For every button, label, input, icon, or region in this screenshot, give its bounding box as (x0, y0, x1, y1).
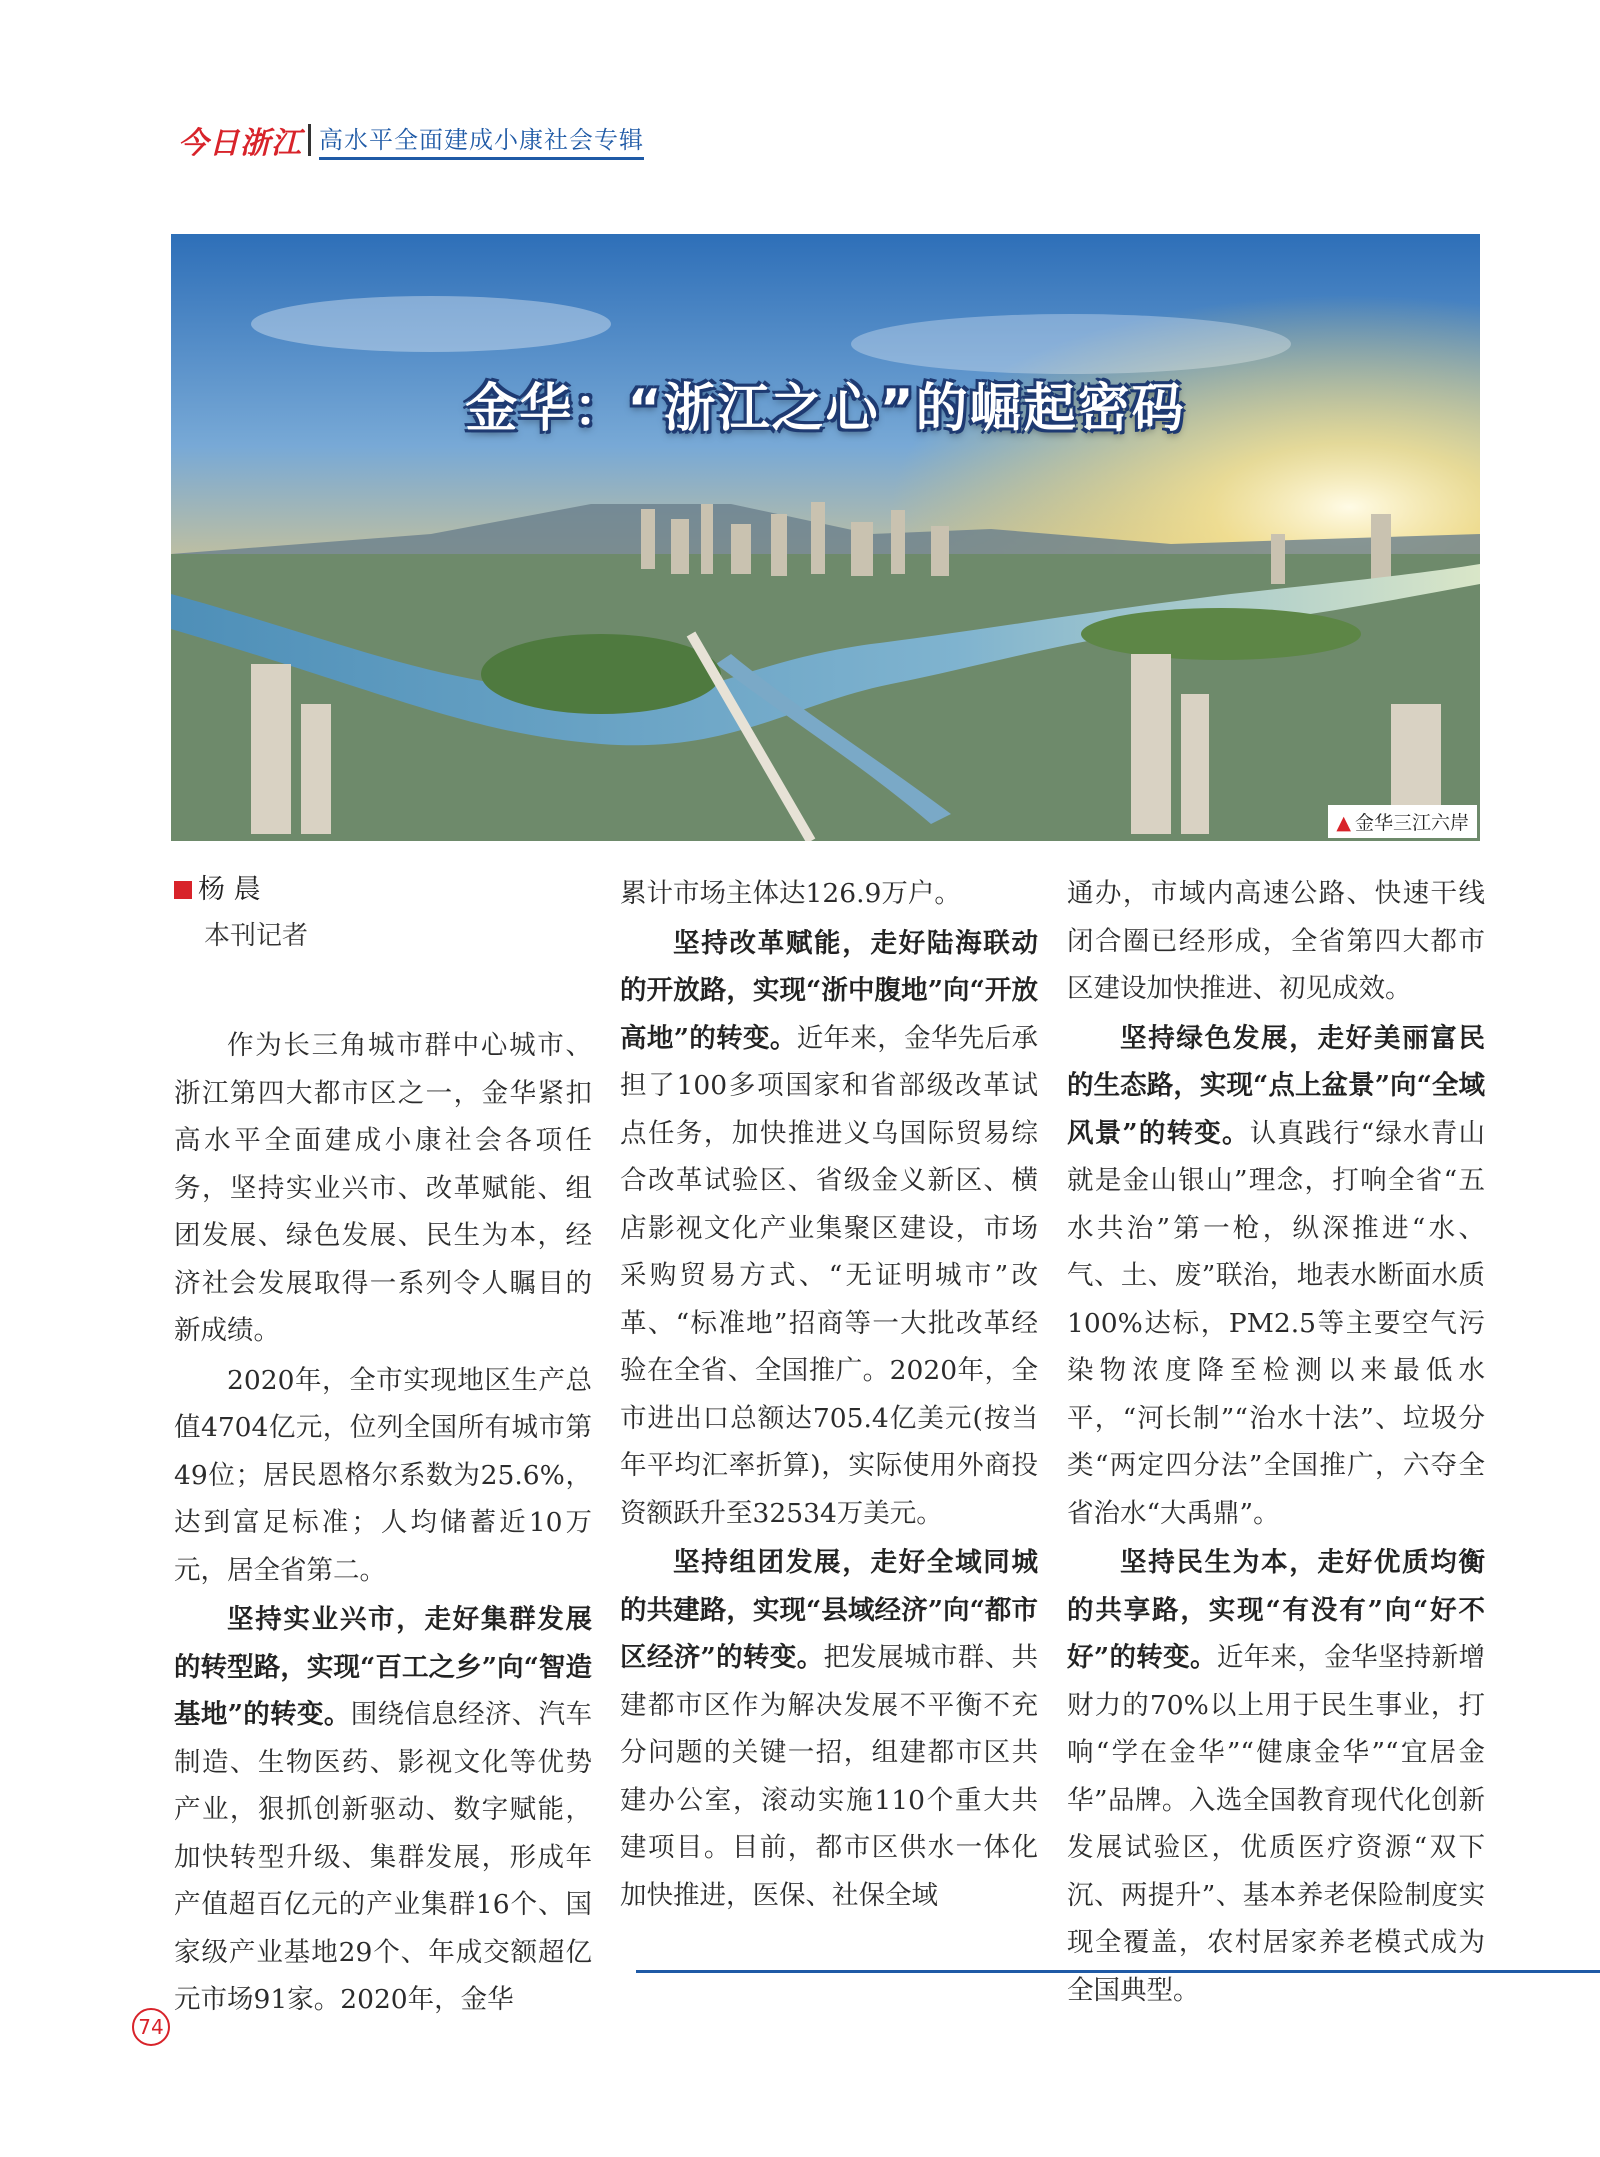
author-name (174, 870, 592, 910)
hero-photo (171, 234, 1480, 841)
paragraph: 通办，市域内高速公路、快速干线闭合圈已经形成，全省第四大都市区建设加快推进、初见成效。 (1067, 878, 1485, 1004)
section-title: 高水平全面建成小康社会专辑 (319, 120, 644, 160)
paragraph-lead: 坚持民生为本，走好优质均衡的共享路，实现“有没有”向“好不好”的转变。 (1067, 1547, 1485, 1673)
paragraph (1067, 1015, 1485, 1538)
paragraph-body: 近年来，金华先后承担了100多项国家和省部级改革试点任务，加快推进义乌国际贸易综合改革试验区、省级金义新区、横店影视文化产业集聚区建设，市场采购贸易方式、“无证明城市”改革、“标准地”招商等一大批改革经验在全省、全国推广。2020年，全市进出口总额达705.4亿美元(按当年平均汇率折算)，实际使用外商投资额跃升至32534万美元。 (620, 1022, 1039, 1529)
paragraph (620, 1539, 1038, 1919)
magazine-logo: 今日浙江 (178, 126, 302, 161)
caption-triangle-icon: ▲ (1336, 812, 1351, 834)
paragraph: 累计市场主体达126.9万户。 (620, 878, 961, 909)
author-name-text: 杨 晨 (198, 874, 261, 905)
paragraph-body: 认真践行“绿水青山就是金山银山”理念，打响全省“五水共治”第一枪，纵深推进“水、气、土、废”联治，地表水断面水质100%达标，PM2.5等主要空气污染物浓度降至检测以来最低水平，“河长制”“治水十法”、垃圾分类“两定四分法”全国推广，六夺全省治水“大禹鼎”。 (1067, 1117, 1485, 1529)
paragraph-lead: 坚持绿色发展，走好美丽富民的生态路，实现“点上盆景”向“全域风景”的转变。 (1067, 1022, 1485, 1149)
article-column-3 (1067, 870, 1485, 2014)
paragraph-lead: 坚持实业兴市，走好集群发展的转型路，实现“百工之乡”向“智造基地”的转变。 (174, 1604, 592, 1730)
paragraph-lead: 坚持改革赋能，走好陆海联动的开放路，实现“浙中腹地”向“开放高地”的转变。 (620, 927, 1038, 1054)
header-divider (308, 124, 311, 156)
paragraph: 作为长三角城市群中心城市、浙江第四大都市区之一，金华紧扣高水平全面建成小康社会各项任务，坚持实业兴市、改革赋能、组团发展、绿色发展、民生为本，经济社会发展取得一系列令人瞩目的新成绩。 (174, 1030, 592, 1346)
paragraph-body: 围绕信息经济、汽车制造、生物医药、影视文化等优势产业，狠抓创新驱动、数字赋能，加快转型升级、集群发展，形成年产值超百亿元的产业集群16个、国家级产业基地29个、年成交额超亿元市场91家。2020年，金华 (174, 1699, 593, 2015)
article-column-1 (174, 870, 592, 2024)
paragraph-body: 把发展城市群、共建都市区作为解决发展不平衡不充分问题的关键一招，组建都市区共建办公室，滚动实施110个重大共建项目。目前，都市区供水一体化加快推进，医保、社保全域 (620, 1642, 1038, 1911)
photo-caption (1328, 805, 1477, 838)
magazine-header (178, 118, 644, 162)
paragraph (1067, 1539, 1485, 2014)
page-number: 74 (132, 2008, 170, 2046)
caption-text: 金华三江六岸 (1354, 812, 1469, 834)
article-column-2 (620, 870, 1038, 1919)
author-role: 本刊记者 (204, 921, 309, 951)
city-panorama-illustration (171, 234, 1480, 841)
paragraph-body: 近年来，金华坚持新增财力的70%以上用于民生事业，打响“学在金华”“健康金华”“宜居金华”品牌。入选全国教育现代化创新发展试验区，优质医疗资源“双下沉、两提升”、基本养老保险制度实现全覆盖，农村居家养老模式成为全国典型。 (1067, 1642, 1485, 2006)
paragraph (174, 1596, 592, 2024)
footer-divider (636, 1970, 1600, 1973)
paragraph (620, 920, 1038, 1538)
article-title: 金华：“浙江之心”的崛起密码 (465, 379, 1186, 439)
paragraph-lead: 坚持组团发展，走好全域同城的共建路，实现“县域经济”向“都市区经济”的转变。 (620, 1547, 1038, 1673)
paragraph: 2020年，全市实现地区生产总值4704亿元，位列全国所有城市第49位；居民恩格尔系数为25.6%，达到富足标准；人均储蓄近10万元，居全省第二。 (174, 1364, 592, 1586)
author-marker-icon (174, 881, 192, 899)
